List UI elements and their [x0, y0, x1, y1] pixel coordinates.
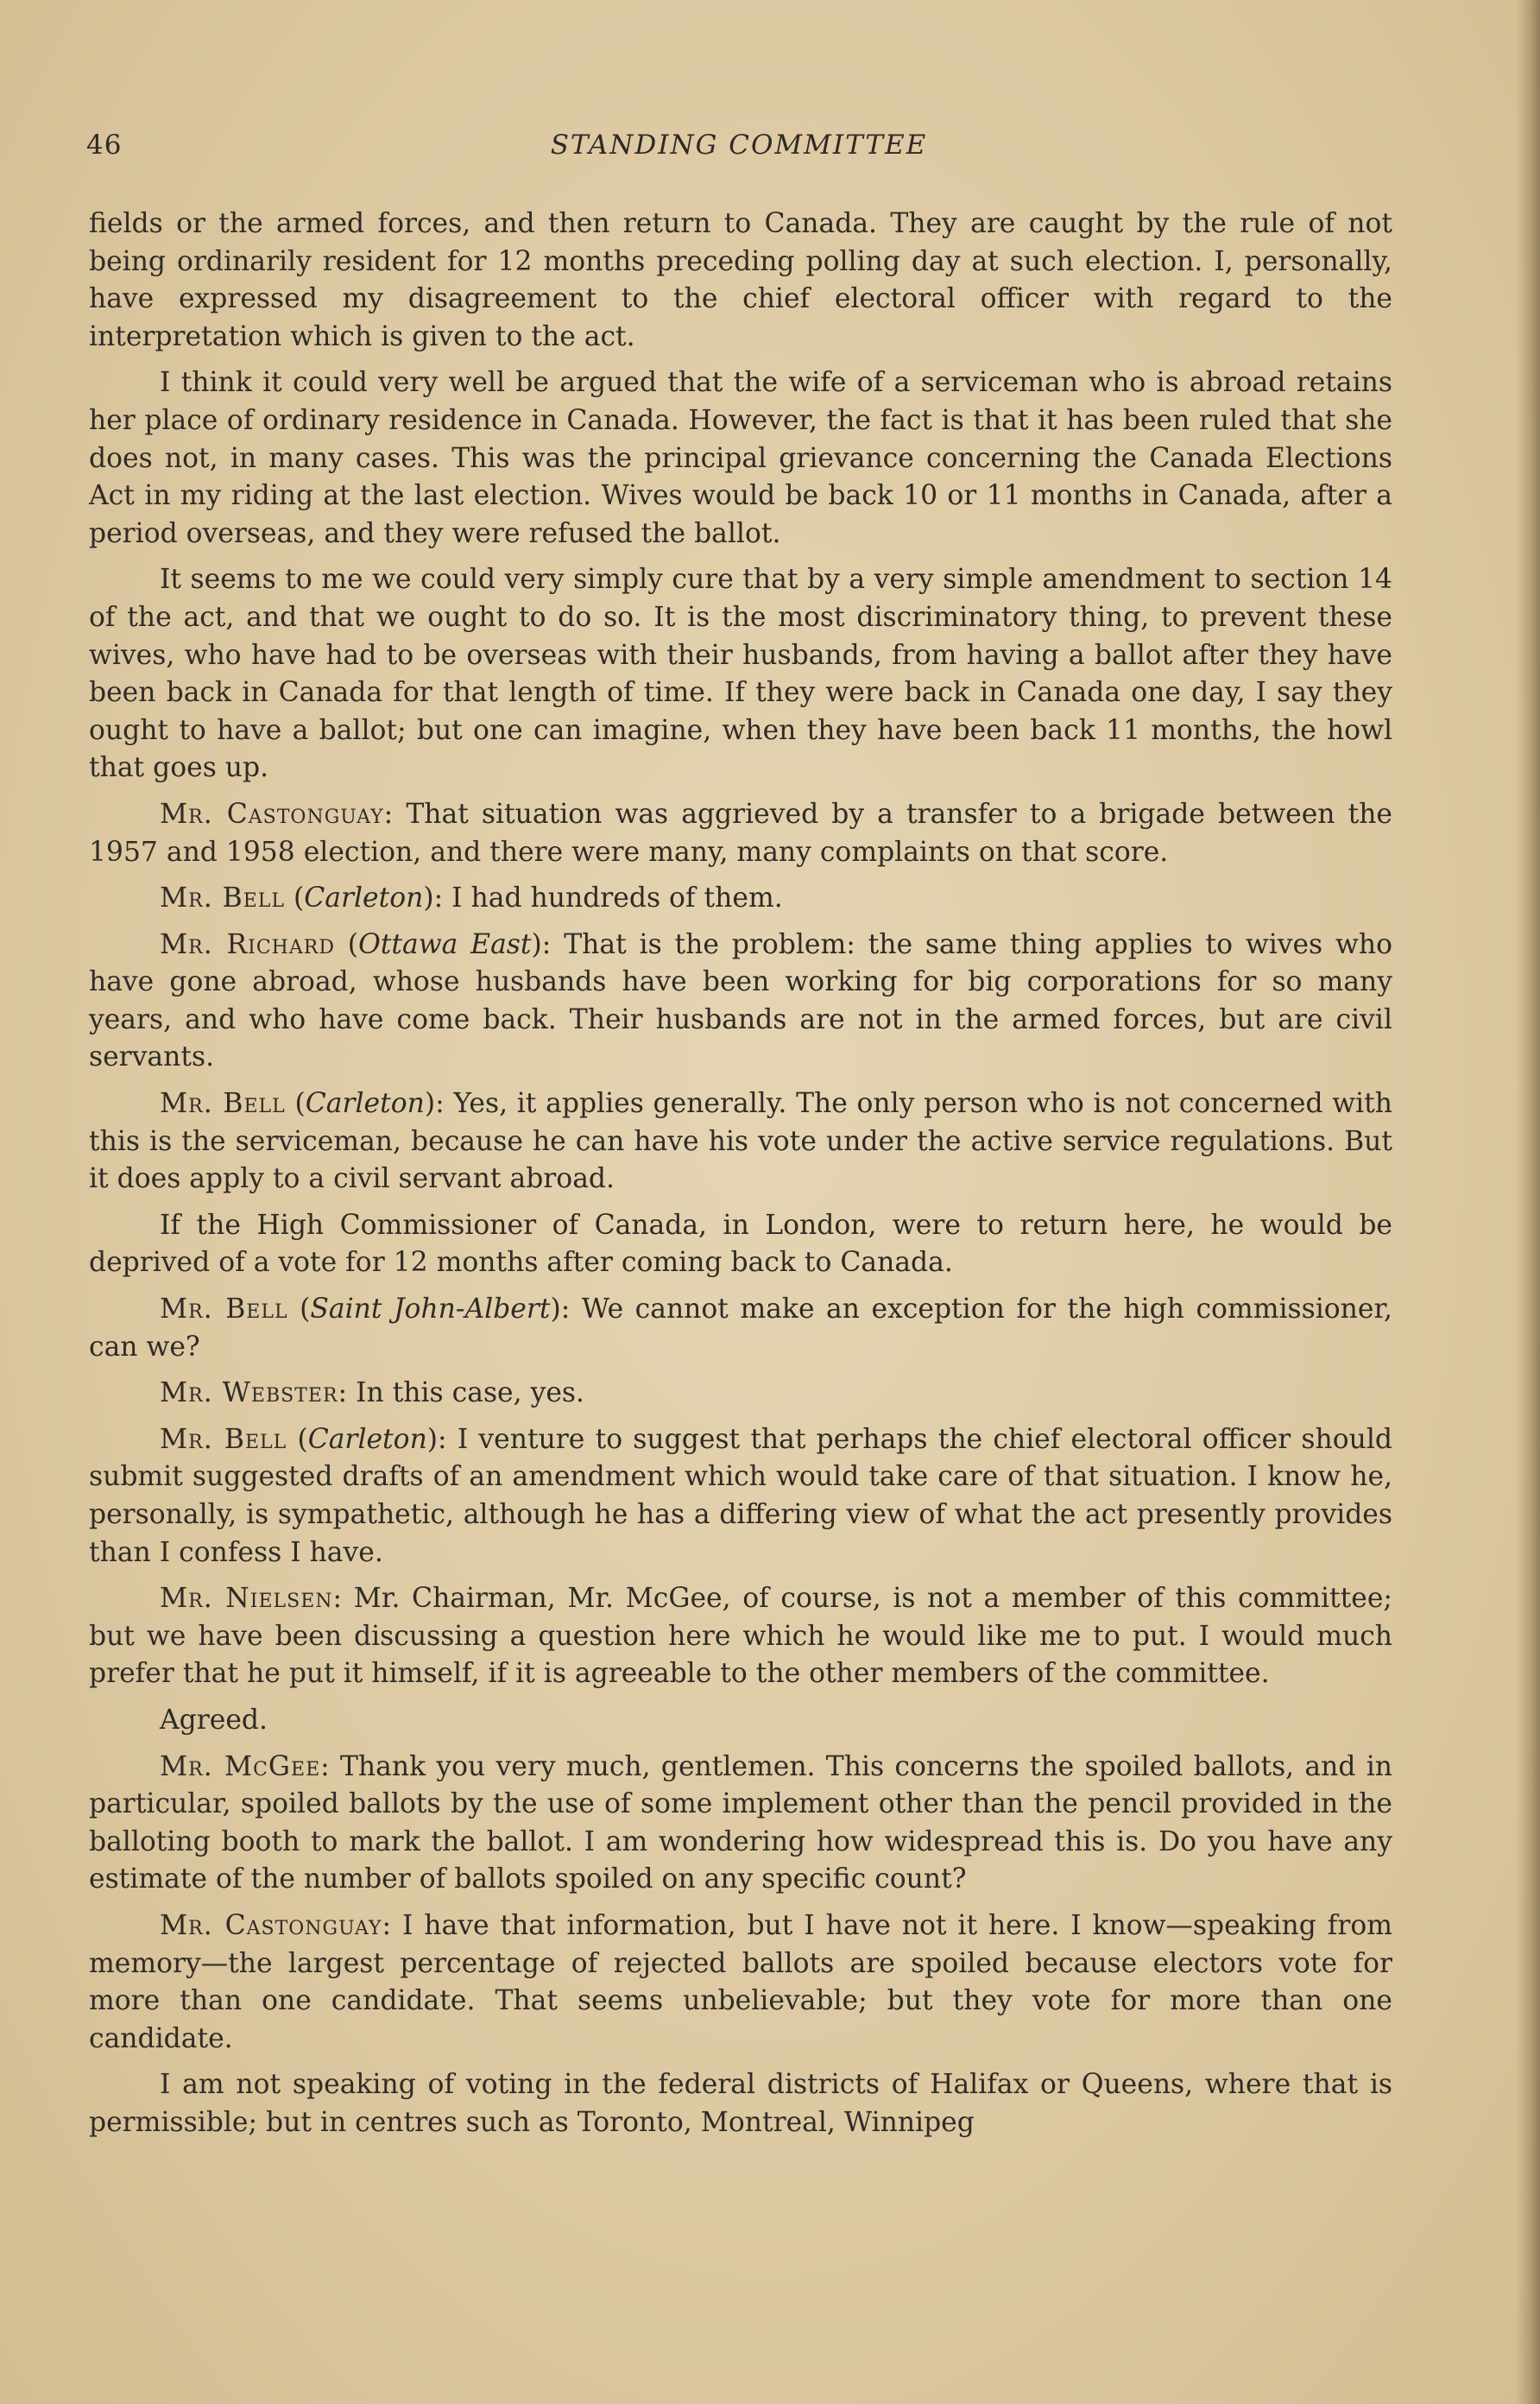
page-edge-shadow [1516, 0, 1540, 2404]
speech-paragraph: Mr. Castonguay: I have that information, but I have not it here. I know—speaking from memory—the largest percentage of rejected ballots are spoiled because electors vote for more than one candidate. That seems unbelievable; but they vote for more than one candidate. [89, 1909, 1393, 2054]
running-title: STANDING COMMITTEE [550, 130, 928, 161]
paragraph-text: That is the problem: the same thing applies to wives who have gone abroad, whose husbands have been working for big corporations for so many years, and who have come back. Their husbands are not in the armed forces, but are civil servants. [89, 928, 1392, 1073]
paragraph-text: Agreed. [160, 1704, 268, 1736]
paragraph-text: I think it could very well be argued that the wife of a serviceman who is abroad retains her place of ordinary residence in Canada. However, the fact is that it has been ruled that she does not, in many cases. This was the principal grievance concerning the Canada Elections Act in my riding at the last election. Wives would be back 10 or 11 months in Canada, after a period overseas, and they were refused the ballot. [89, 367, 1392, 549]
speaker-riding: Carleton [307, 1423, 427, 1455]
paragraph [89, 1207, 1392, 1282]
speech-paragraph: Mr. Bell (Saint John-Albert): We cannot make an exception for the high commissioner, can we? [89, 1294, 1392, 1363]
paragraph-text: Mr. Chairman, Mr. McGee, of course, is not a member of this committee; but we have been discussing a question here which he would like me to put. I would much prefer that he put it himself, if it is agreeable to the other members of the committee. [89, 1583, 1393, 1690]
paragraph-text: I am not speaking of voting in the federal districts of Halifax or Queens, where that is permissible; but in centres such as Toronto, Montreal, Winnipeg [89, 2069, 1392, 2138]
speaker-name: Mr. Webster [160, 1377, 338, 1409]
paragraph-text: In this case, yes. [356, 1377, 584, 1409]
page-number: 46 [86, 130, 123, 161]
speaker-name: Mr. Bell [160, 1088, 286, 1120]
paragraph-text: We cannot make an exception for the high commissioner, can we? [89, 1294, 1392, 1363]
speech-paragraph: Mr. Nielsen: Mr. Chairman, Mr. McGee, of course, is not a member of this committee; but we have been discussing a question here which he would like me to put. I would much prefer that he put it himself, if it is agreeable to the other members of the committee. [89, 1583, 1393, 1690]
speech-paragraph: Mr. Richard (Ottawa East): That is the problem: the same thing applies to wives who have gone abroad, whose husbands have been working for big corporations for so many years, and who have come back. Their husbands are not in the armed forces, but are civil servants. [89, 928, 1392, 1073]
speaker-riding: Carleton [304, 883, 424, 914]
paragraph [89, 206, 1392, 356]
paragraph-text: fields or the armed forces, and then return to Canada. They are caught by the rule of not being ordinarily resident for 12 months preceding polling day at such election. I, personally, have expressed my disagreement to the chief electoral officer with regard to the interpretation which is given to the act. [89, 208, 1392, 352]
speaker-name: Mr. Bell [160, 1423, 287, 1455]
speaker-riding: Ottawa East [358, 928, 532, 960]
speaker-riding: Saint John-Albert [310, 1294, 551, 1325]
body-text [89, 206, 1392, 2151]
paragraph-text: Thank you very much, gentlemen. This concerns the spoiled ballots, and in particular, spoiled ballots by the use of some implement other than the pencil provided in the balloting booth to mark the ballot. I am wondering how widespread this is. Do you have any estimate of the number of ballots spoiled on any specific count? [89, 1750, 1392, 1895]
speech-paragraph: Mr. McGee: Thank you very much, gentlemen. This concerns the spoiled ballots, and in particular, spoiled ballots by the use of some implement other than the pencil provided in the balloting booth to mark the ballot. I am wondering how widespread this is. Do you have any estimate of the number of ballots spoiled on any specific count? [89, 1750, 1392, 1895]
paragraph-text: I have that information, but I have not it here. I know—speaking from memory—the largest percentage of rejected ballots are spoiled because electors vote for more than one candidate. That seems unbelievable; but they vote for more than one candidate. [89, 1909, 1393, 2054]
paragraph-text: Yes, it applies generally. The only person who is not concerned with this is the serviceman, because he can have his vote under the active service regulations. But it does apply to a civil servant abroad. [89, 1088, 1392, 1195]
paragraph-text: It seems to me we could very simply cure that by a very simple amendment to section 14 of the act, and that we ought to do so. It is the most discriminatory thing, to prevent these wives, who have had to be overseas with their husbands, from having a ballot after they have been back in Canada for that length of time. If they were back in Canada one day, I say they ought to have a ballot; but one can imagine, when they have been back 11 months, the howl that goes up. [89, 564, 1392, 784]
page-header [86, 130, 1392, 173]
speech-paragraph: Mr. Bell (Carleton): I had hundreds of them. [160, 883, 783, 914]
paragraph-text: That situation was aggrieved by a transfer to a brigade between the 1957 and 1958 election, and there were many, many complaints on that score. [89, 798, 1392, 868]
speaker-name: Mr. Richard [160, 928, 335, 960]
speech-paragraph: Mr. Castonguay: That situation was aggrieved by a transfer to a brigade between the 1957 and 1958 election, and there were many, many complaints on that score. [89, 798, 1392, 868]
speaker-riding: Carleton [305, 1088, 425, 1120]
speaker-name: Mr. Bell [160, 1294, 288, 1325]
speaker-name: Mr. Bell [160, 883, 286, 914]
paragraph [89, 1702, 1392, 1740]
speech-paragraph: Mr. Bell (Carleton): Yes, it applies generally. The only person who is not concerned with this is the serviceman, because he can have his vote under the active service regulations. But it does apply to a civil servant abroad. [89, 1088, 1392, 1195]
paragraph-text: If the High Commissioner of Canada, in London, were to return here, he would be deprived of a vote for 12 months after coming back to Canada. [89, 1209, 1392, 1279]
speaker-name: Mr. Nielsen [160, 1583, 333, 1615]
paragraph [89, 364, 1392, 553]
speech-paragraph: Mr. Webster: In this case, yes. [160, 1377, 584, 1409]
speaker-name: Mr. McGee [160, 1750, 321, 1782]
paragraph [89, 561, 1392, 788]
paragraph-text: I venture to suggest that perhaps the chief electoral officer should submit suggested drafts of an amendment which would take care of that situation. I know he, personally, is sympathetic, although he has a differing view of what the act presently provides than I confess I have. [89, 1423, 1392, 1568]
paragraph-text: I had hundreds of them. [451, 883, 783, 914]
speaker-name: Mr. Castonguay [160, 1909, 382, 1941]
speech-paragraph: Mr. Bell (Carleton): I venture to suggest that perhaps the chief electoral officer should submit suggested drafts of an amendment which would take care of that situation. I know he, personally, is sympathetic, although he has a differing view of what the act presently provides than I confess I have. [89, 1423, 1392, 1568]
paragraph [89, 2066, 1392, 2141]
speaker-name: Mr. Castonguay [160, 798, 384, 830]
